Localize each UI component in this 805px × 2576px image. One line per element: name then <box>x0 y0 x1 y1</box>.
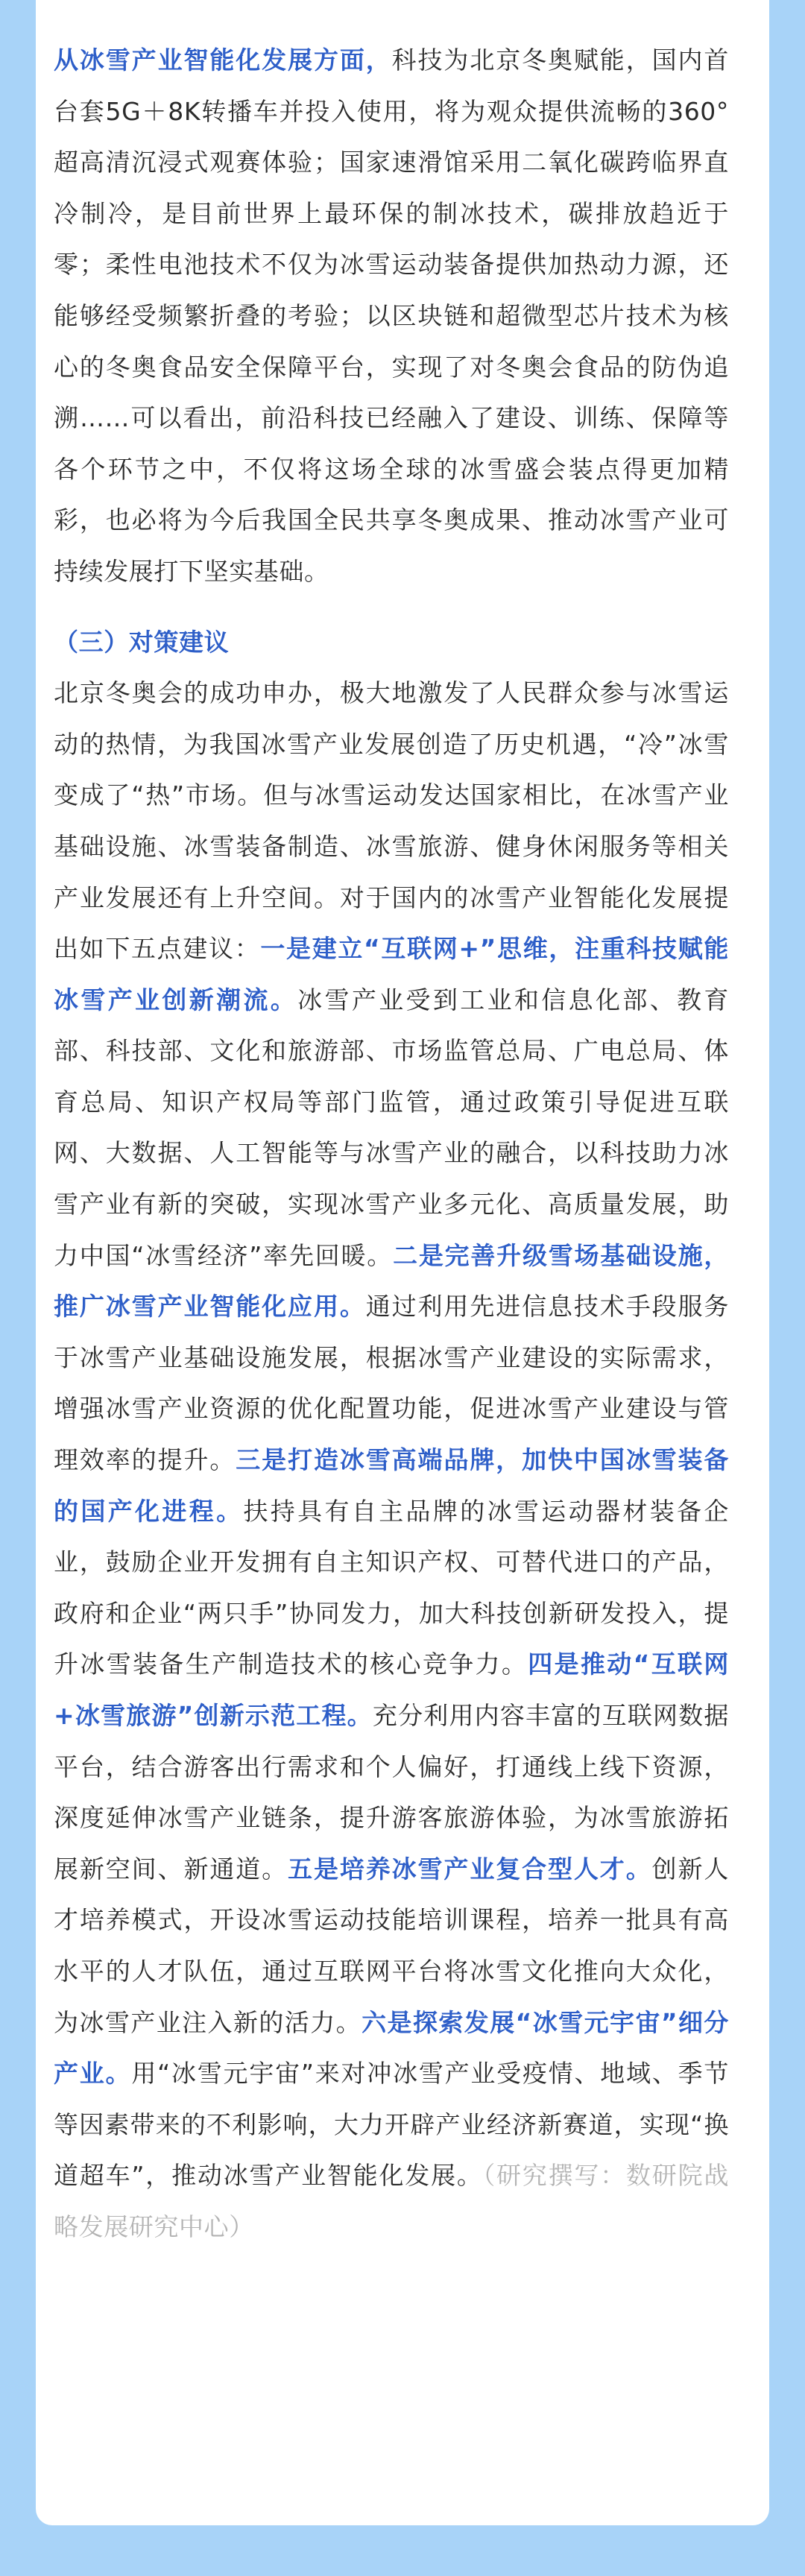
point2-text: 通过利用先进信息技术手段服务于冰雪产业基础设施发展，根据冰雪产业建设的实际需求，增强冰雪产业资源的优化配置功能，促进冰雪产业建设与管理效率的提升。 <box>54 1292 729 1475</box>
author-credit: （研究撰写：数研院战略发展研究中心） <box>54 2161 730 2241</box>
point3-title: 三是打造冰雪高端品牌，加快中国冰雪装备的国产化进程。 <box>54 1445 730 1526</box>
point5-title: 五是培养冰雪产业复合型人才。 <box>288 1854 652 1884</box>
section-heading: （三）对策建议 <box>54 627 230 657</box>
point1-text: 冰雪产业受到工业和信息化部、教育部、科技部、文化和旅游部、市场监管总局、广电总局、体育总局、知识产权局等部门监管，通过政策引导促进互联网、大数据、人工智能等与冰雪产业的融合，以科技助力冰雪产业有新的突破，实现冰雪产业多元化、高质量发展，助力中国“冰雪经济”率先回暖。 <box>54 985 729 1270</box>
point6-title: 六是探索发展“冰雪元宇宙”细分产业。 <box>54 2007 729 2089</box>
recommendations-paragraph <box>54 668 729 2253</box>
intro-paragraph <box>54 35 729 598</box>
intro-text: 科技为北京冬奥赋能，国内首台套5G＋8K转播车并投入使用，将为观众提供流畅的360°超高清沉浸式观赛体验；国家速滑馆采用二氧化碳跨临界直冷制冷，是目前世界上最环保的制冰技术，碳排放趋近于零；柔性电池技术不仅为冰雪运动装备提供加热动力源，还能够经受频繁折叠的考验；以区块链和超微型芯片技术为核心的冬奥食品安全保障平台，实现了对冬奥会食品的防伪追溯……可以看出，前沿科技已经融入了建设、训练、保障等各个环节之中，不仅将这场全球的冰雪盛会装点得更加精彩，也必将为今后我国全民共享冬奥成果、推动冰雪产业可持续发展打下坚实基础。 <box>54 45 729 586</box>
point6-text: 用“冰雪元宇宙”来对冲冰雪产业受疫情、地域、季节等因素带来的不利影响，大力开辟产业经济新赛道，实现“换道超车”，推动冰雪产业智能化发展。 <box>54 2059 729 2191</box>
point3-text: 扶持具有自主品牌的冰雪运动器材装备企业，鼓励企业开发拥有自主知识产权、可替代进口的产品，政府和企业“两只手”协同发力，加大科技创新研发投入，提升冰雪装备生产制造技术的核心竞争力。 <box>54 1496 729 1679</box>
point4-text: 充分利用内容丰富的互联网数据平台，结合游客出行需求和个人偏好，打通线上线下资源，深度延伸冰雪产业链条，提升游客旅游体验，为冰雪旅游拓展新空间、新通道。 <box>54 1701 730 1884</box>
intro-highlight: 从冰雪产业智能化发展方面， <box>54 45 392 75</box>
recommendations-lead: 北京冬奥会的成功申办，极大地激发了人民群众参与冰雪运动的热情，为我国冰雪产业发展创造了历史机遇，“冷”冰雪变成了“热”市场。但与冰雪运动发达国家相比，在冰雪产业基础设施、冰雪装备制造、冰雪旅游、健身休闲服务等相关产业发展还有上升空间。对于国内的冰雪产业智能化发展提出如下五点建议： <box>54 678 729 964</box>
point5-text: 创新人才培养模式，开设冰雪运动技能培训课程，培养一批具有高水平的人才队伍，通过互联网平台将冰雪文化推向大众化，为冰雪产业注入新的活力。 <box>54 1854 729 2037</box>
article-content <box>54 35 729 2253</box>
point4-title: 四是推动“互联网+冰雪旅游”创新示范工程。 <box>54 1650 729 1730</box>
point2-title: 二是完善升级雪场基础设施，推广冰雪产业智能化应用。 <box>54 1240 729 1322</box>
point1-title: 一是建立“互联网+”思维，注重科技赋能冰雪产业创新潮流。 <box>54 934 729 1014</box>
